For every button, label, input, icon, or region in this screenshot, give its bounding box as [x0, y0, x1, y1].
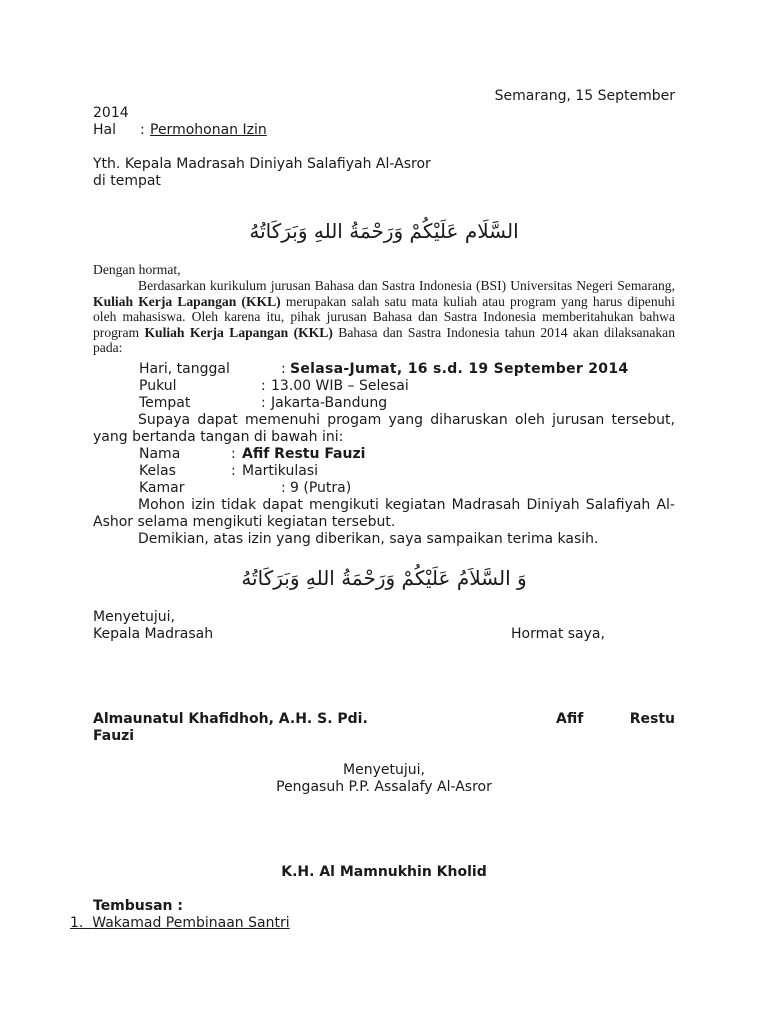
- sender-name-first: Afif: [556, 711, 584, 727]
- closing-paragraph: Demikian, atas izin yang diberikan, saya sampaikan terima kasih.: [138, 531, 599, 547]
- subject-label: Hal: [93, 122, 116, 138]
- date-line: Semarang, 15 September: [494, 88, 675, 104]
- schedule-colon: :: [281, 361, 286, 377]
- paragraph-bold-kkl: Kuliah Kerja Lapangan (KKL): [93, 293, 281, 309]
- schedule-colon: :: [261, 378, 266, 394]
- schedule-value: Selasa-Jumat, 16 s.d. 19 September 2014: [290, 361, 629, 377]
- paragraph-text: Bahasa dan Sastra Indonesia tahun 2014 akan dilaksanakan pada:: [93, 324, 675, 355]
- regards-label: Hormat saya,: [511, 626, 605, 642]
- cc-item-text: Wakamad Pembinaan Santri: [92, 915, 290, 931]
- schedule-value: Jakarta-Bandung: [271, 395, 388, 411]
- sender-name-last: Fauzi: [93, 728, 135, 744]
- opening-paragraph: [93, 278, 675, 356]
- guardian-label: Menyetujui,: [343, 762, 425, 778]
- arabic-closing: وَ السَّلاَمُ عَلَيْكُمْ وَرَحْمَةُ اللهِ وَبَرَكَاتُهُ: [241, 566, 527, 590]
- recipient-line: Yth. Kepala Madrasah Diniyah Salafiyah Al-Asror: [93, 156, 431, 172]
- approval-label: Menyetujui,: [93, 609, 175, 625]
- student-value: Martikulasi: [242, 463, 318, 479]
- schedule-colon: :: [261, 395, 266, 411]
- subject-colon: :: [140, 122, 145, 138]
- student-colon: :: [231, 446, 236, 462]
- student-label: Kamar: [139, 480, 185, 496]
- support-paragraph: Supaya dapat memenuhi progam yang diharuskan oleh jurusan tersebut, yang bertanda tangan di bawah ini:: [93, 412, 675, 445]
- sender-name-middle: Restu: [629, 711, 675, 727]
- date-year: 2014: [93, 105, 129, 121]
- student-colon: :: [231, 463, 236, 479]
- schedule-label: Hari, tanggal: [139, 361, 230, 377]
- student-value: 9 (Putra): [290, 480, 352, 496]
- paragraph-text: Berdasarkan kurikulum jurusan Bahasa dan Sastra Indonesia (BSI) Universitas Negeri Semarang,: [138, 278, 675, 293]
- schedule-label: Tempat: [139, 395, 191, 411]
- recipient-place: di tempat: [93, 173, 161, 189]
- student-colon: :: [281, 480, 286, 496]
- schedule-value: 13.00 WIB – Selesai: [271, 378, 409, 394]
- paragraph-text: merupakan salah satu mata kuliah atau program yang harus dipenuhi oleh mahasiswa. Oleh karena itu, pihak jurusan Bahasa dan Sastra Indonesia memberitahukan bahwa program: [93, 293, 675, 340]
- schedule-label: Pukul: [139, 378, 177, 394]
- guardian-name: K.H. Al Mamnukhin Kholid: [281, 864, 487, 880]
- head-name: Almaunatul Khafidhoh, A.H. S. Pdi.: [93, 711, 368, 727]
- cc-item-number: 1.: [70, 915, 84, 931]
- approval-role: Kepala Madrasah: [93, 626, 214, 642]
- cc-label: Tembusan :: [93, 898, 183, 914]
- student-label: Kelas: [139, 463, 176, 479]
- paragraph-bold-kkl: Kuliah Kerja Lapangan (KKL): [144, 324, 333, 340]
- student-label: Nama: [139, 446, 181, 462]
- cc-item: [70, 915, 290, 932]
- arabic-greeting: السَّلَام عَلَيْكُمْ وَرَحْمَةُ اللهِ وَبَرَكَاتُهُ: [249, 219, 519, 243]
- student-value: Afif Restu Fauzi: [242, 446, 366, 462]
- subject-value: Permohonan Izin: [150, 122, 267, 138]
- request-paragraph: Mohon izin tidak dapat mengikuti kegiatan Madrasah Diniyah Salafiyah Al-Ashor selama mengikuti kegiatan tersebut.: [93, 497, 675, 530]
- guardian-role: Pengasuh P.P. Assalafy Al-Asror: [276, 779, 492, 795]
- salutation: Dengan hormat,: [93, 262, 181, 277]
